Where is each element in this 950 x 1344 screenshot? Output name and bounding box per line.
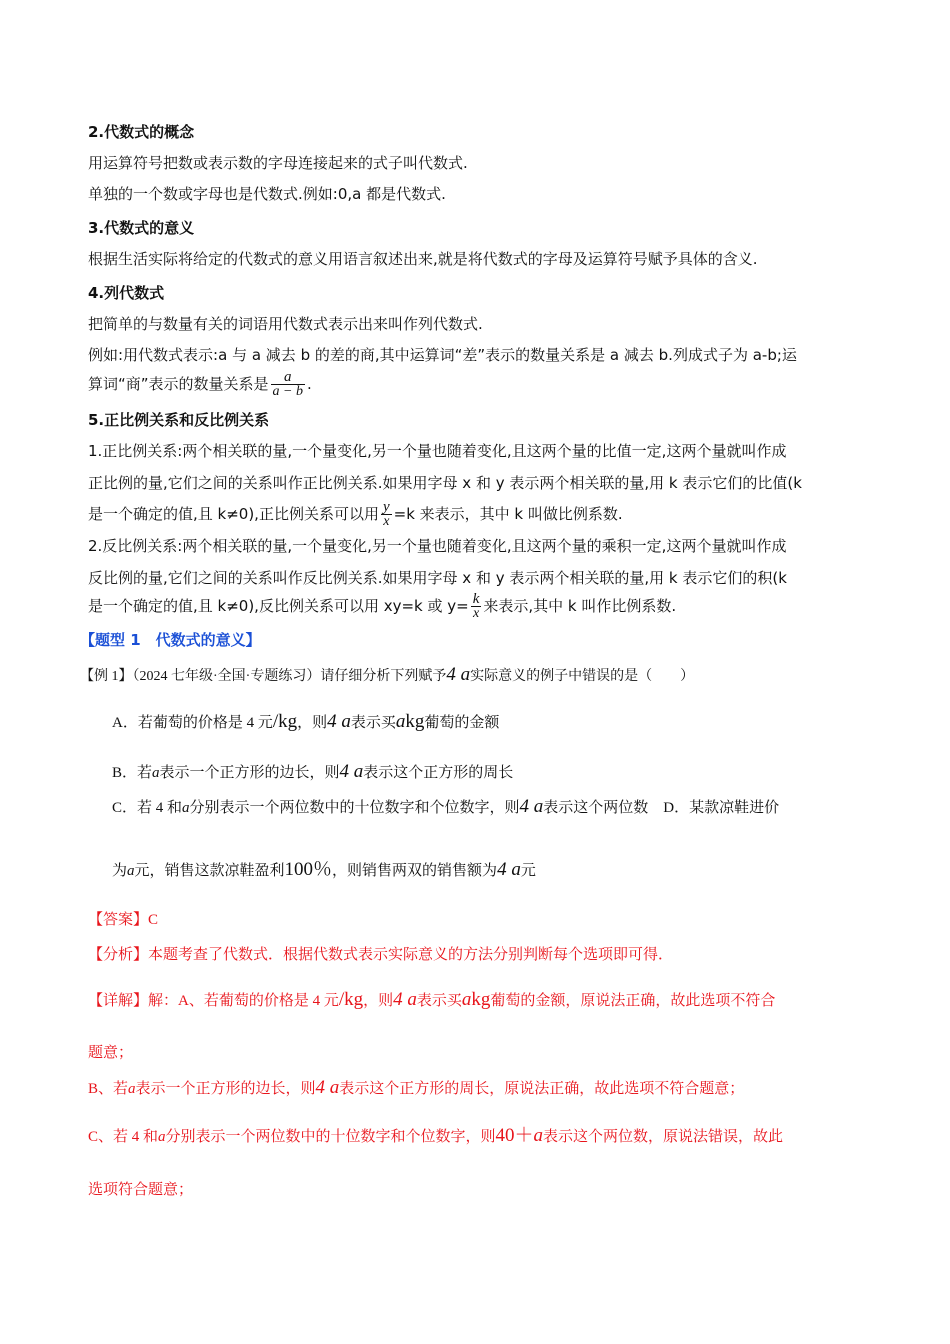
fraction bbox=[271, 370, 305, 399]
paragraph: 正比例的量,它们之间的关系叫作正比例关系.如果用字母 x 和 y 表示两个相关联的量,用 k 表示它们的比值(k bbox=[88, 474, 802, 492]
paragraph-with-fraction bbox=[88, 500, 862, 530]
section-heading-meaning: 3.代数式的意义 bbox=[88, 219, 195, 237]
text: 是一个确定的值,且 k≠0),反比例关系可以用 xy=k 或 y= bbox=[88, 597, 469, 615]
text: C、若 4 和 bbox=[88, 1129, 159, 1145]
var: a bbox=[128, 1081, 136, 1097]
analysis bbox=[88, 945, 862, 965]
option-b bbox=[112, 762, 862, 783]
paragraph: 用运算符号把数或表示数的字母连接起来的式子叫代数式. bbox=[88, 154, 468, 172]
paragraph: 1.正比例关系:两个相关联的量,一个量变化,另一个量也随着变化,且这两个量的比值一定,这两个量就叫作成 bbox=[88, 442, 787, 460]
var: a bbox=[152, 765, 160, 781]
math: a bbox=[395, 711, 406, 732]
text: 元 bbox=[520, 863, 536, 879]
unit: /kg bbox=[272, 711, 298, 732]
text: C．若 4 和 bbox=[112, 800, 183, 816]
unit: /kg bbox=[338, 989, 364, 1010]
detail-c bbox=[88, 1126, 862, 1147]
text: 分别表示一个两位数中的十位数字和个位数字，则 bbox=[165, 1129, 496, 1145]
fraction bbox=[471, 592, 482, 621]
detail-c-cont: 选项符合题意； bbox=[88, 1182, 194, 1198]
math: 4 a bbox=[339, 761, 364, 782]
section-heading-forming: 4.列代数式 bbox=[88, 284, 165, 302]
text: 表示一个正方形的边长，则 bbox=[159, 765, 340, 781]
option-c-d bbox=[112, 797, 862, 818]
paragraph-with-fraction bbox=[88, 592, 862, 622]
var: a bbox=[127, 863, 135, 879]
numerator: a bbox=[271, 370, 305, 385]
text: 表示这个两位数，原说法错误，故此 bbox=[543, 1129, 784, 1145]
text: 元，销售这款凉鞋盈利 bbox=[134, 863, 285, 879]
example-label: 【例 1】 bbox=[80, 669, 133, 684]
math: 4 a bbox=[519, 796, 544, 817]
denominator: x bbox=[383, 514, 390, 529]
analysis-label: 【分析】 bbox=[88, 947, 149, 963]
paragraph: 2.反比例关系:两个相关联的量,一个量变化,另一个量也随着变化,且这两个量的乘积一定,这两个量就叫作成 bbox=[88, 537, 787, 555]
text: 葡萄的金额 bbox=[424, 715, 500, 731]
text: . bbox=[307, 375, 312, 393]
section-heading-concept: 2.代数式的概念 bbox=[88, 123, 195, 141]
math: 4 a bbox=[327, 711, 351, 732]
text: B．若 bbox=[112, 765, 153, 781]
text: B、若 bbox=[88, 1081, 129, 1097]
text: 为 bbox=[112, 863, 128, 879]
denominator: a − b bbox=[272, 384, 303, 399]
paragraph: 根据生活实际将给定的代数式的意义用语言叙述出来,就是将代数式的字母及运算符号赋予具体的含义. bbox=[88, 250, 758, 268]
text: 表示这个正方形的周长，原说法正确，故此选项不符合题意； bbox=[339, 1081, 745, 1097]
text: 表示这个两位数 D．某款凉鞋进价 bbox=[543, 800, 780, 816]
math: 4 a bbox=[315, 1077, 340, 1098]
text: A．若葡萄的价格是 4 元 bbox=[112, 715, 273, 731]
paragraph-with-fraction bbox=[88, 370, 862, 400]
text: 实际意义的例子中错误的是（ ） bbox=[470, 669, 695, 684]
example-stem bbox=[80, 665, 862, 687]
detail-a bbox=[88, 990, 862, 1011]
text: （2024 七年级·全国·专题练习）请仔细分析下列赋予 bbox=[132, 669, 447, 684]
text: 表示这个正方形的周长 bbox=[363, 765, 514, 781]
unit: kg bbox=[471, 989, 491, 1010]
option-a bbox=[112, 712, 862, 733]
var: a bbox=[158, 1129, 166, 1145]
math: a bbox=[533, 1125, 544, 1146]
text: 解：A、若葡萄的价格是 4 元 bbox=[148, 993, 339, 1009]
paragraph: 把简单的与数量有关的词语用代数式表示出来叫作列代数式. bbox=[88, 315, 483, 333]
answer-label: 【答案】 bbox=[88, 912, 149, 928]
text: 表示一个正方形的边长，则 bbox=[135, 1081, 316, 1097]
math: 100％ bbox=[284, 859, 333, 880]
fraction bbox=[381, 500, 392, 529]
text: 表示买 bbox=[350, 715, 396, 731]
topic-label: 【题型 1 代数式的意义】 bbox=[80, 631, 261, 649]
section-heading-proportion: 5.正比例关系和反比例关系 bbox=[88, 411, 270, 429]
numerator: k bbox=[472, 591, 480, 607]
text: ，则销售两双的销售额为 bbox=[332, 863, 498, 879]
text: 算词“商”表示的数量关系是 bbox=[88, 375, 269, 393]
text: 是一个确定的值,且 k≠0),正比例关系可以用 bbox=[88, 505, 379, 523]
text: ，则 bbox=[297, 715, 328, 731]
text: 分别表示一个两位数中的十位数字和个位数字，则 bbox=[189, 800, 520, 816]
math: a bbox=[461, 989, 472, 1010]
detail-label: 【详解】 bbox=[88, 993, 149, 1009]
paragraph: 单独的一个数或字母也是代数式.例如:0,a 都是代数式. bbox=[88, 185, 446, 203]
analysis-text: 本题考查了代数式．根据代数式表示实际意义的方法分别判断每个选项即可得． bbox=[148, 947, 674, 963]
detail-a-cont: 题意； bbox=[88, 1045, 134, 1061]
math: 4 a bbox=[497, 859, 521, 880]
text: 表示买 bbox=[416, 993, 462, 1009]
text: =k 来表示，其中 k 叫做比例系数. bbox=[393, 505, 623, 523]
text: 葡萄的金额，原说法正确，故此选项不符合 bbox=[490, 993, 776, 1009]
math: 40＋ bbox=[495, 1125, 534, 1146]
math: 4 a bbox=[446, 664, 471, 685]
denominator: x bbox=[472, 606, 480, 621]
text: ，则 bbox=[363, 993, 394, 1009]
text: 来表示,其中 k 叫作比例系数. bbox=[483, 597, 677, 615]
answer-value: C bbox=[148, 912, 159, 928]
unit: kg bbox=[405, 711, 425, 732]
numerator: y bbox=[382, 499, 390, 515]
math: 4 a bbox=[393, 989, 417, 1010]
option-d-cont bbox=[112, 860, 862, 881]
var: a bbox=[182, 800, 190, 816]
answer bbox=[88, 910, 862, 930]
paragraph: 反比例的量,它们之间的关系叫作反比例关系.如果用字母 x 和 y 表示两个相关联的量,用 k 表示它们的积(k bbox=[88, 569, 787, 587]
detail-b bbox=[88, 1078, 862, 1099]
paragraph: 例如:用代数式表示:a 与 a 减去 b 的差的商,其中运算词“差”表示的数量关系是 a 减去 b.列成式子为 a-b;运 bbox=[88, 346, 797, 364]
